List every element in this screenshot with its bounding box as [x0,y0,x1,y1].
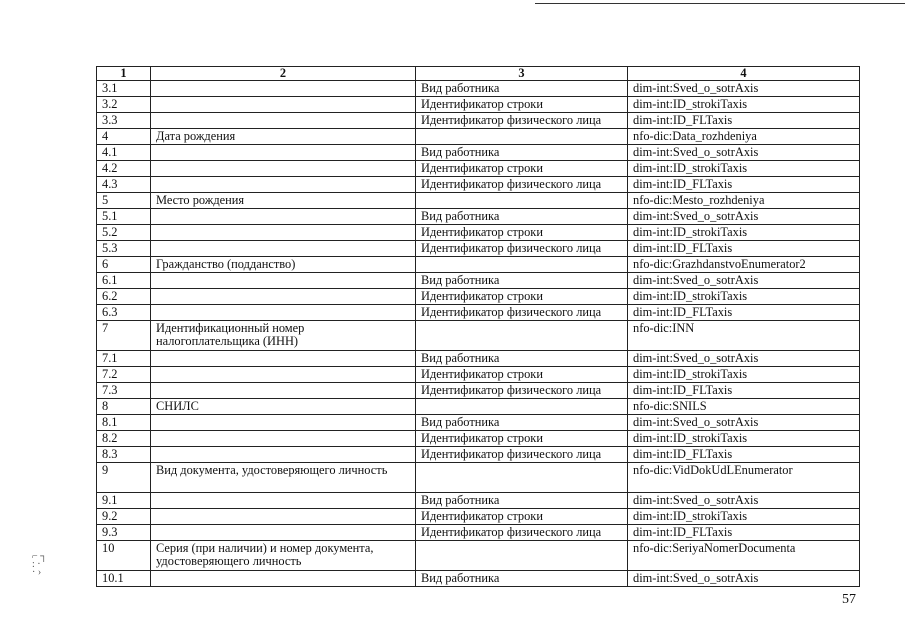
table-row [97,257,860,273]
table-row [97,209,860,225]
cell-element-name: СНИЛС [151,399,416,415]
cell-code: dim-int:ID_strokiTaxis [628,367,860,383]
cell-code: dim-int:ID_FLTaxis [628,177,860,193]
cell-number: 8 [97,399,151,415]
cell-dimension [416,399,628,415]
cell-element-name: Дата рождения [151,129,416,145]
header-col-1: 1 [97,67,151,81]
cell-code: dim-int:ID_FLTaxis [628,305,860,321]
cell-number: 6 [97,257,151,273]
cell-element-name [151,493,416,509]
cell-dimension: Вид работника [416,351,628,367]
table-row [97,431,860,447]
cell-number: 3.1 [97,81,151,97]
header-col-4: 4 [628,67,860,81]
header-col-2: 2 [151,67,416,81]
cell-dimension: Идентификатор физического лица [416,383,628,399]
cell-element-name [151,367,416,383]
cell-number: 7.3 [97,383,151,399]
table-row [97,241,860,257]
cell-number: 5.3 [97,241,151,257]
cell-number: 10.1 [97,571,151,587]
cell-code: dim-int:ID_strokiTaxis [628,289,860,305]
cell-dimension: Вид работника [416,81,628,97]
table-row [97,541,860,571]
cell-number: 4.3 [97,177,151,193]
cell-code: dim-int:ID_FLTaxis [628,113,860,129]
cell-dimension: Идентификатор строки [416,289,628,305]
table-row [97,305,860,321]
cell-element-name [151,571,416,587]
cell-number: 4 [97,129,151,145]
cell-code: dim-int:Sved_o_sotrAxis [628,81,860,97]
table-row [97,351,860,367]
cell-element-name [151,113,416,129]
cell-code: dim-int:Sved_o_sotrAxis [628,415,860,431]
cell-number: 5.2 [97,225,151,241]
top-rule [535,3,905,4]
cell-element-name [151,177,416,193]
cell-code: dim-int:ID_FLTaxis [628,525,860,541]
cell-element-name [151,225,416,241]
cell-element-name [151,415,416,431]
cell-code: dim-int:ID_strokiTaxis [628,161,860,177]
cell-dimension: Идентификатор физического лица [416,447,628,463]
cell-number: 5 [97,193,151,209]
cell-number: 5.1 [97,209,151,225]
cell-code: nfo-dic:GrazhdanstvoEnumerator2 [628,257,860,273]
cell-element-name: Серия (при наличии) и номер документа, удостоверяющего личность [151,541,416,571]
cell-element-name [151,431,416,447]
cell-element-name [151,273,416,289]
cell-number: 6.1 [97,273,151,289]
table-row [97,493,860,509]
cell-element-name [151,209,416,225]
cell-number: 9 [97,463,151,493]
cell-element-name [151,447,416,463]
cell-element-name: Вид документа, удостоверяющего личность [151,463,416,493]
cell-dimension: Идентификатор физического лица [416,525,628,541]
cell-code: dim-int:ID_strokiTaxis [628,509,860,525]
cell-code: nfo-dic:Mesto_rozhdeniya [628,193,860,209]
cell-code: dim-int:Sved_o_sotrAxis [628,493,860,509]
cell-element-name [151,351,416,367]
table-row [97,81,860,97]
cell-element-name [151,241,416,257]
cell-dimension: Идентификатор физического лица [416,241,628,257]
table-row [97,145,860,161]
margin-mark: ⌐ ┐ : · · › [32,551,48,578]
cell-number: 7.2 [97,367,151,383]
cell-element-name [151,305,416,321]
table-row [97,415,860,431]
table-row [97,177,860,193]
cell-code: dim-int:ID_strokiTaxis [628,225,860,241]
cell-number: 3.2 [97,97,151,113]
table-row [97,113,860,129]
cell-code: dim-int:Sved_o_sotrAxis [628,145,860,161]
cell-element-name: Место рождения [151,193,416,209]
table-row [97,225,860,241]
table-row [97,447,860,463]
cell-dimension: Вид работника [416,273,628,289]
table-row [97,193,860,209]
cell-dimension [416,257,628,273]
table-row [97,321,860,351]
cell-dimension: Вид работника [416,493,628,509]
cell-number: 9.3 [97,525,151,541]
table-row [97,571,860,587]
cell-dimension: Идентификатор строки [416,97,628,113]
cell-code: dim-int:Sved_o_sotrAxis [628,351,860,367]
cell-number: 8.1 [97,415,151,431]
table-row [97,463,860,493]
header-col-3: 3 [416,67,628,81]
cell-dimension: Вид работника [416,209,628,225]
cell-dimension: Идентификатор строки [416,225,628,241]
cell-dimension [416,193,628,209]
cell-element-name [151,81,416,97]
cell-element-name [151,289,416,305]
table-row [97,129,860,145]
cell-dimension: Идентификатор физического лица [416,305,628,321]
cell-code: dim-int:ID_FLTaxis [628,241,860,257]
cell-dimension: Идентификатор строки [416,509,628,525]
cell-element-name [151,145,416,161]
cell-dimension [416,541,628,571]
cell-code: nfo-dic:INN [628,321,860,351]
cell-dimension: Вид работника [416,415,628,431]
table-row [97,161,860,177]
cell-code: nfo-dic:VidDokUdLEnumerator [628,463,860,493]
table-row [97,525,860,541]
cell-code: dim-int:ID_strokiTaxis [628,431,860,447]
cell-dimension: Идентификатор строки [416,431,628,447]
cell-dimension: Идентификатор строки [416,367,628,383]
table-row [97,289,860,305]
cell-number: 6.3 [97,305,151,321]
table-row [97,97,860,113]
table-header-row [97,67,860,81]
cell-element-name [151,383,416,399]
cell-dimension [416,129,628,145]
cell-code: dim-int:ID_FLTaxis [628,447,860,463]
cell-code: dim-int:ID_strokiTaxis [628,97,860,113]
table-row [97,399,860,415]
cell-code: dim-int:Sved_o_sotrAxis [628,209,860,225]
table-row [97,509,860,525]
cell-element-name [151,97,416,113]
cell-number: 4.1 [97,145,151,161]
page-number: 57 [842,592,856,607]
cell-number: 4.2 [97,161,151,177]
cell-element-name: Гражданство (подданство) [151,257,416,273]
cell-dimension: Идентификатор физического лица [416,113,628,129]
cell-number: 7 [97,321,151,351]
cell-element-name [151,161,416,177]
cell-code: dim-int:Sved_o_sotrAxis [628,273,860,289]
table-body [97,81,860,587]
cell-element-name [151,509,416,525]
cell-element-name [151,525,416,541]
cell-dimension [416,321,628,351]
cell-dimension [416,463,628,493]
cell-code: dim-int:ID_FLTaxis [628,383,860,399]
cell-code: nfo-dic:Data_rozhdeniya [628,129,860,145]
cell-number: 6.2 [97,289,151,305]
cell-code: nfo-dic:SeriyaNomerDocumenta [628,541,860,571]
cell-number: 8.2 [97,431,151,447]
cell-number: 10 [97,541,151,571]
cell-code: nfo-dic:SNILS [628,399,860,415]
table-row [97,383,860,399]
cell-element-name: Идентификационный номер налогоплательщика (ИНН) [151,321,416,351]
cell-dimension: Идентификатор физического лица [416,177,628,193]
table-row [97,273,860,289]
cell-number: 8.3 [97,447,151,463]
cell-number: 9.2 [97,509,151,525]
cell-number: 7.1 [97,351,151,367]
cell-dimension: Вид работника [416,571,628,587]
table-row [97,367,860,383]
cell-code: dim-int:Sved_o_sotrAxis [628,571,860,587]
cell-number: 3.3 [97,113,151,129]
taxonomy-table [96,66,860,587]
cell-number: 9.1 [97,493,151,509]
cell-dimension: Идентификатор строки [416,161,628,177]
cell-dimension: Вид работника [416,145,628,161]
